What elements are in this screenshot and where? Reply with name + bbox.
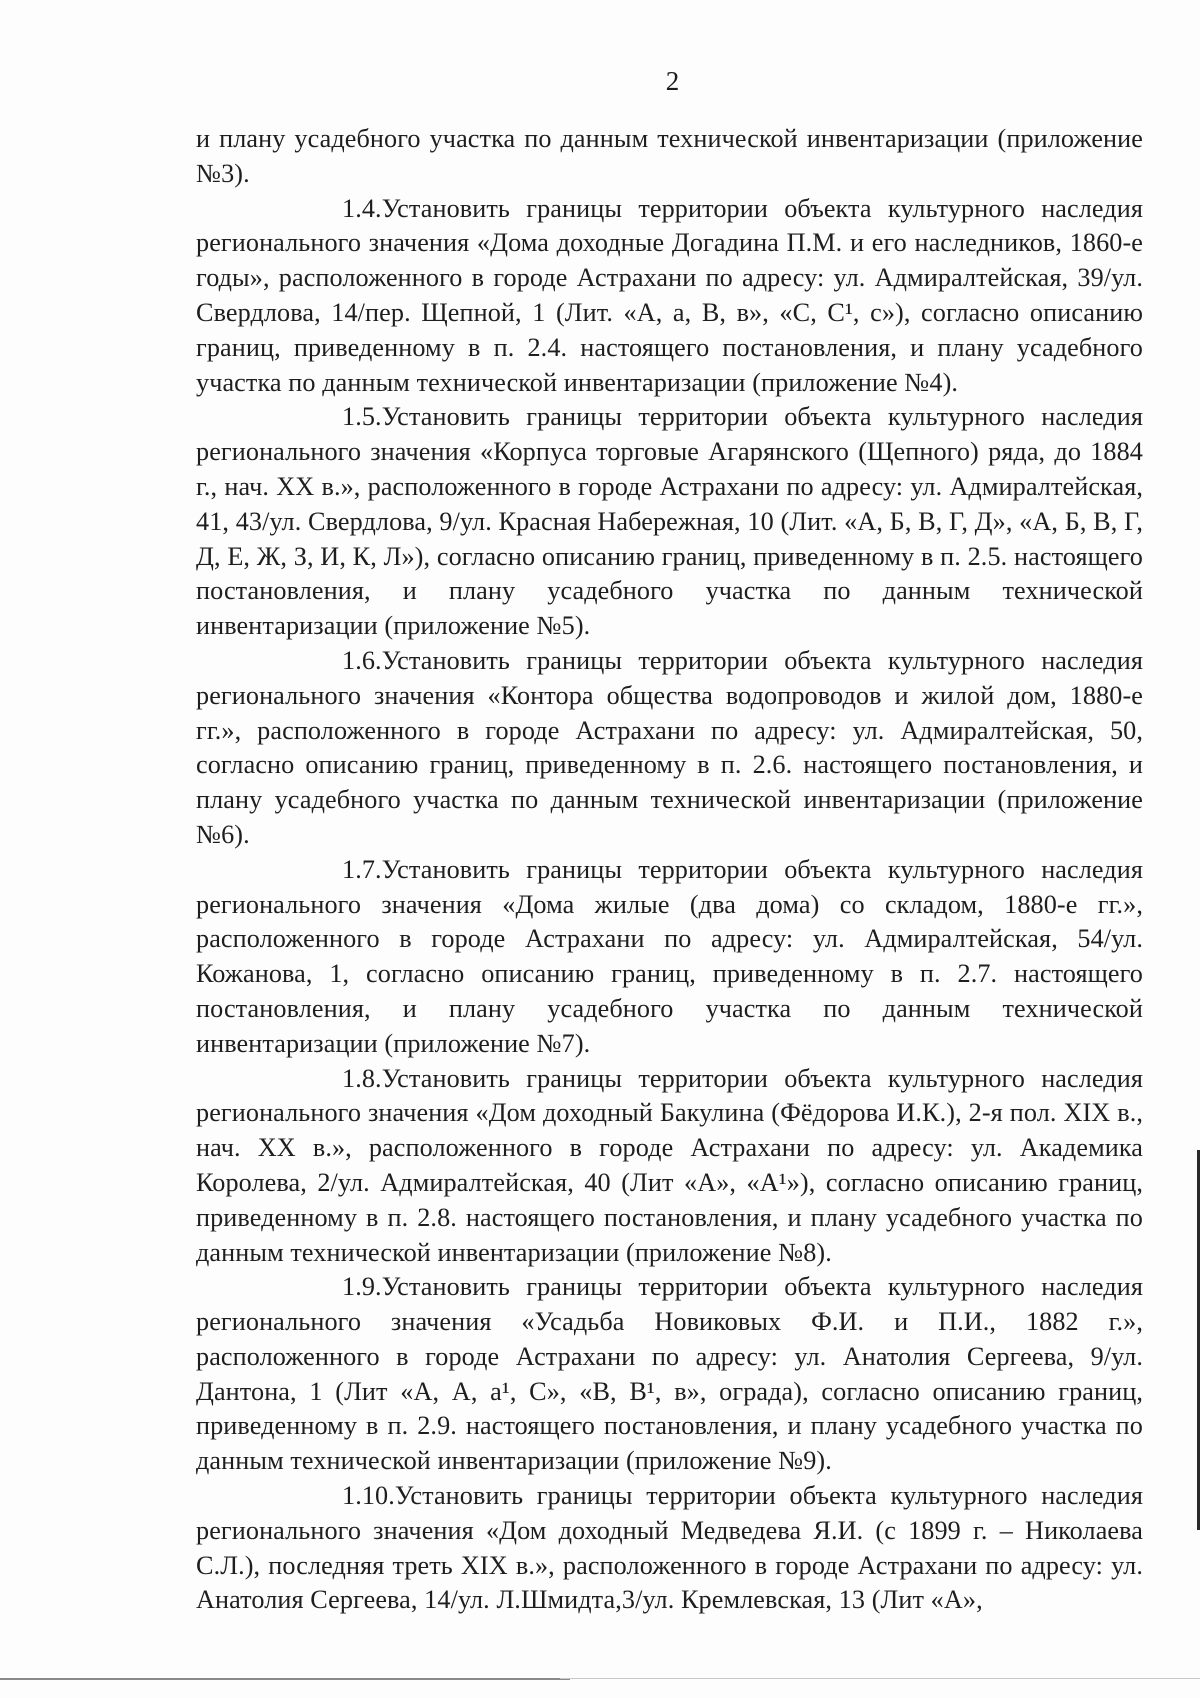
paragraph-number: 1.8. [342, 1063, 382, 1093]
paragraph-number: 1.7. [342, 854, 382, 884]
paragraph-text: Установить границы территории объекта культурного наследия регионального значения «Дома жилые (два дома) со складом, 1880-е гг.», расположенного в городе Астрахани по адресу: ул. Адмиралтейская, 54/ул. Кожанова, 1, согласно описанию границ, приведенному в п. 2.7. настоящего постановления, и плану усадебного участка по данным технической инвентаризации (приложение №7). [196, 854, 1143, 1058]
paragraph-text: Установить границы территории объекта культурного наследия регионального значения «Усадьба Новиковых Ф.И. и П.И., 1882 г.», расположенного в городе Астрахани по адресу: ул. Анатолия Сергеева, 9/ул. Дантона, 1 (Лит «А, А, а¹, С», «В, В¹, в», ограда), согласно описанию границ, приведенному в п. 2.9. настоящего постановления, и плану усадебного участка по данным технической инвентаризации (приложение №9). [196, 1272, 1143, 1476]
paragraph-number: 1.4. [342, 193, 382, 223]
paragraph-number: 1.9. [342, 1272, 382, 1302]
scan-edge-artifact [0, 1678, 570, 1680]
paragraph-1-10 [196, 1479, 1143, 1618]
paragraph-number: 1.5. [342, 402, 382, 432]
paragraph-text: Установить границы территории объекта культурного наследия регионального значения «Дом доходный Медведева Я.И. (с 1899 г. – Николаева С.Л.), последняя треть XIX в.», расположенного в городе Астрахани по адресу: ул. Анатолия Сергеева, 14/ул. Л.Шмидта,3/ул. Кремлевская, 13 (Лит «А», [196, 1481, 1143, 1615]
paragraph-continuation [196, 122, 1143, 192]
scan-edge-artifact [560, 1678, 1200, 1679]
paragraph-text: Установить границы территории объекта культурного наследия регионального значения «Дома доходные Догадина П.М. и его наследников, 1860-е годы», расположенного в городе Астрахани по адресу: ул. Адмиралтейская, 39/ул. Свердлова, 14/пер. Щепной, 1 (Лит. «А, а, В, в», «С, С¹, с»), согласно описанию границ, приведенному в п. 2.4. настоящего постановления, и плану усадебного участка по данным технической инвентаризации (приложение №4). [196, 193, 1143, 397]
paragraph-1-9 [196, 1270, 1143, 1479]
paragraph-text: Установить границы территории объекта культурного наследия регионального значения «Корпуса торговые Агарянского (Щепного) ряда, до 1884 г., нач. XX в.», расположенного в городе Астрахани по адресу: ул. Адмиралтейская, 41, 43/ул. Свердлова, 9/ул. Красная Набережная, 10 (Лит. «А, Б, В, Г, Д», «А, Б, В, Г, Д, Е, Ж, З, И, К, Л»), согласно описанию границ, приведенному в п. 2.5. настоящего постановления, и плану усадебного участка по данным технической инвентаризации (приложение №5). [196, 402, 1143, 641]
page-number: 2 [665, 66, 680, 96]
paragraph-1-8 [196, 1062, 1143, 1271]
paragraph-number: 1.6. [342, 645, 382, 675]
paragraph-1-6 [196, 644, 1143, 853]
paragraph-1-7 [196, 853, 1143, 1062]
paragraph-1-4 [196, 192, 1143, 401]
paragraph-text: Установить границы территории объекта культурного наследия регионального значения «Контора общества водопроводов и жилой дом, 1880-е гг.», расположенного в городе Астрахани по адресу: ул. Адмиралтейская, 50, согласно описанию границ, приведенному в п. 2.6. настоящего постановления, и плану усадебного участка по данным технической инвентаризации (приложение №6). [196, 645, 1143, 849]
paragraph-1-5 [196, 400, 1143, 644]
paragraph-text: и плану усадебного участка по данным технической инвентаризации (приложение №3). [196, 124, 1143, 188]
paragraph-number: 1.10. [342, 1481, 395, 1511]
document-body [196, 122, 1143, 1618]
paragraph-text: Установить границы территории объекта культурного наследия регионального значения «Дом доходный Бакулина (Фёдорова И.К.), 2-я пол. XIX в., нач. XX в.», расположенного в городе Астрахани по адресу: ул. Академика Королева, 2/ул. Адмиралтейская, 40 (Лит «А», «А¹»), согласно описанию границ, приведенному в п. 2.8. настоящего постановления, и плану усадебного участка по данным технической инвентаризации (приложение №8). [196, 1063, 1143, 1267]
